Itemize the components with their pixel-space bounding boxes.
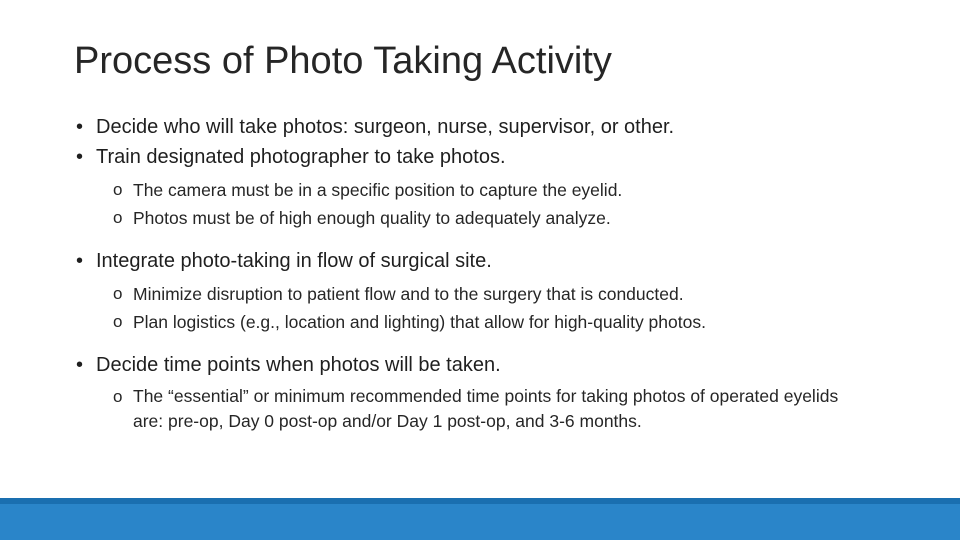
bullet-text: Train designated photographer to take photos. (96, 146, 506, 168)
sub-bullet-text: The camera must be in a specific position to capture the eyelid. (133, 180, 623, 200)
bullet-dot-icon: • (76, 146, 84, 168)
sub-bullet-item (113, 384, 853, 434)
bullet-item (76, 112, 896, 142)
sub-bullet-list (76, 280, 896, 336)
slide-title: Process of Photo Taking Activity (74, 40, 612, 82)
bullet-dot-icon: • (76, 354, 84, 376)
circle-bullet-icon: o (113, 208, 123, 227)
circle-bullet-icon: o (113, 312, 123, 331)
footer-accent-line (0, 498, 960, 504)
bullet-dot-icon: • (76, 116, 84, 138)
circle-bullet-icon: o (113, 387, 123, 406)
sub-bullet-text: Plan logistics (e.g., location and lighting) that allow for high-quality photos. (133, 312, 706, 332)
bullet-text: Decide who will take photos: surgeon, nurse, supervisor, or other. (96, 116, 675, 138)
bullet-list (76, 112, 896, 434)
circle-bullet-icon: o (113, 180, 123, 199)
sub-bullet-text: The “essential” or minimum recommended time points for taking photos of operated eyelids are: pre-op, Day 0 post-op and/or Day 1 post-op, and 3-6 months. (133, 386, 839, 431)
sub-bullet-text: Minimize disruption to patient flow and to the surgery that is conducted. (133, 284, 684, 304)
bullet-dot-icon: • (76, 250, 84, 272)
bullet-text: Decide time points when photos will be taken. (96, 354, 501, 376)
bullet-item (76, 350, 896, 380)
bullet-item (76, 246, 896, 276)
sub-bullet-item (113, 204, 896, 232)
sub-bullet-item (113, 280, 896, 308)
circle-bullet-icon: o (113, 284, 123, 303)
sub-bullet-item (113, 176, 896, 204)
sub-bullet-list (76, 176, 896, 232)
sub-bullet-list (76, 384, 896, 434)
sub-bullet-text: Photos must be of high enough quality to adequately analyze. (133, 208, 611, 228)
footer-bar (0, 498, 960, 540)
sub-bullet-item (113, 308, 896, 336)
bullet-text: Integrate photo-taking in flow of surgical site. (96, 250, 492, 272)
bullet-item (76, 142, 896, 172)
